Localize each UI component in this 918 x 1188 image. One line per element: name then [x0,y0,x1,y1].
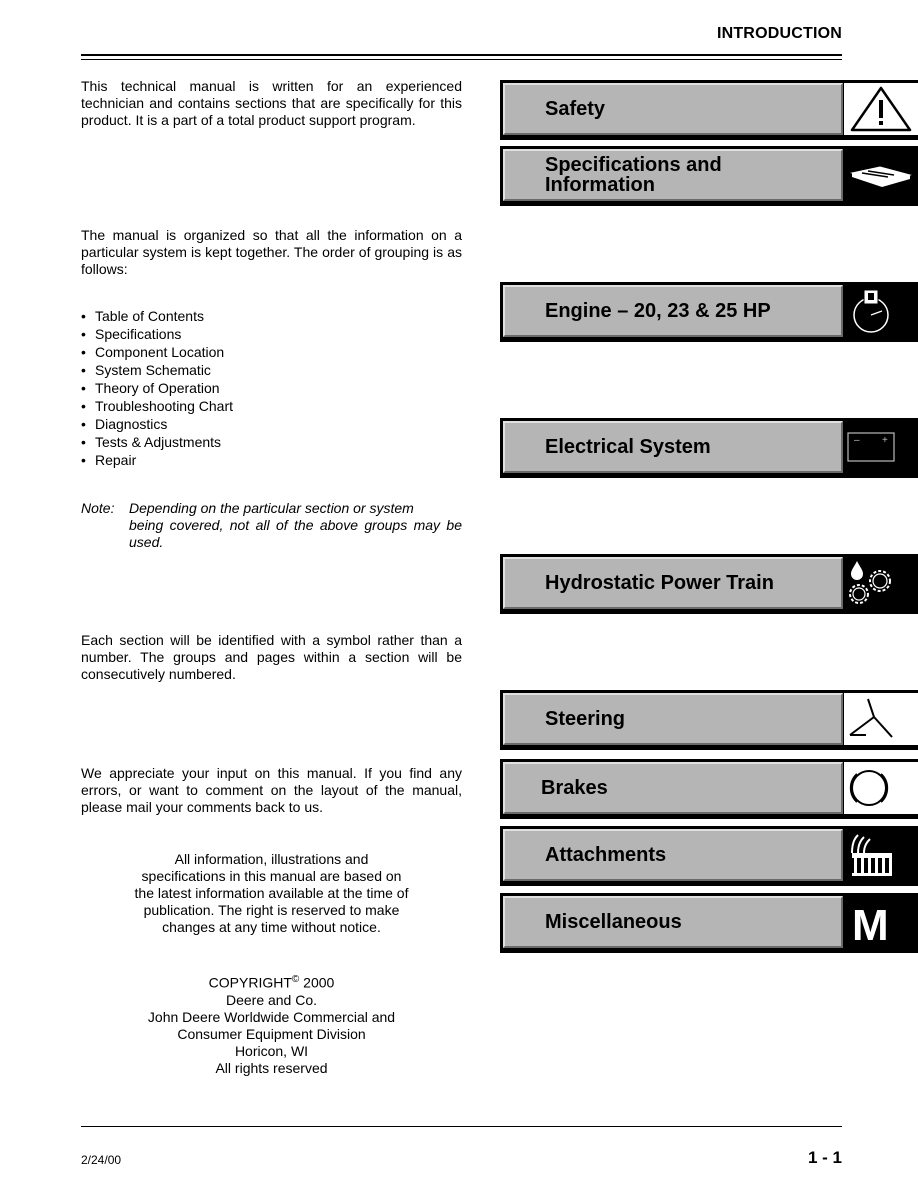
copyright-line: Consumer Equipment Division [177,1025,366,1042]
disclaimer-line: All information, illustrations and [174,851,369,867]
tab-plate [503,421,843,473]
copyright-word: COPYRIGHT [208,974,292,991]
section-tab-brakes[interactable] [500,759,918,819]
steering-linkage-icon [844,693,918,745]
tab-plate [503,285,843,337]
list-item: • Tests & Adjustments [81,433,462,451]
page-number: 1 - 1 [807,1148,842,1167]
disclaimer-line: changes at any time without notice. [162,919,381,935]
disclaimer-line: publication. The right is reserved to make [143,902,400,918]
list-item: • System Schematic [81,361,462,379]
intro-paragraph-3: Each section will be identified with a symbol rather than a number. The groups and pages within a section will be consecutively numbered. [81,632,462,682]
section-label: Engine – 20, 23 & 25 HP [545,300,771,322]
list-item: • Specifications [81,325,462,343]
copyright-block [81,971,462,1077]
brake-drum-icon [844,762,918,814]
note-text-line1: Depending on the particular section or system [129,500,414,516]
section-tab-electrical[interactable] [500,418,918,478]
disclaimer-line: the latest information available at the time of [134,885,409,901]
header-rule-thin [81,59,842,60]
section-tab-steering[interactable] [500,690,918,750]
note-label: Note: [81,500,115,516]
list-item: • Component Location [81,343,462,361]
section-label: Brakes [541,777,608,799]
tab-plate [503,693,843,745]
section-label: Safety [545,98,606,120]
tab-plate [503,83,843,135]
section-tab-attachments[interactable] [500,826,918,886]
group-list [81,307,462,469]
section-label: Specifications and Information [545,154,722,196]
section-label: Steering [545,708,626,730]
tab-plate [503,557,843,609]
tab-plate [503,149,843,201]
battery-plus-sign: + [882,435,888,446]
attachment-rake-icon [844,829,918,881]
section-tab-miscellaneous[interactable] [500,893,918,953]
copyright-year: 2000 [303,974,335,991]
section-tab-safety[interactable] [500,80,918,140]
section-label: Miscellaneous [545,911,682,933]
copyright-symbol: © [291,974,300,985]
disclaimer-line: specifications in this manual are based on [141,868,402,884]
warning-triangle-icon [844,83,918,135]
battery-minus-sign: – [854,435,860,446]
open-book-icon [844,149,918,201]
tab-plate [503,896,843,948]
oil-drop-gears-icon [844,557,918,609]
misc-icon-letter: M [852,901,889,948]
page-header-title: INTRODUCTION [716,25,842,42]
footer-date: 2/24/00 [81,1153,122,1167]
copyright-line: Horicon, WI [234,1042,309,1059]
tab-plate [503,762,843,814]
section-label: Electrical System [545,436,711,458]
copyright-line: John Deere Worldwide Commercial and [147,1008,396,1025]
section-tab-hydrostatic[interactable] [500,554,918,614]
note [81,500,462,551]
list-item: • Diagnostics [81,415,462,433]
section-label: Hydrostatic Power Train [545,572,774,594]
list-item: • Theory of Operation [81,379,462,397]
footer-rule [81,1126,842,1127]
tab-plate [503,829,843,881]
note-text-rest: being covered, not all of the above groups may be used. [129,517,462,550]
section-tab-engine[interactable] [500,282,918,342]
letter-m-icon [844,896,918,948]
engine-clock-icon [844,285,918,337]
battery-icon [844,421,918,473]
list-item: • Repair [81,451,462,469]
copyright-line: Deere and Co. [225,991,318,1008]
intro-paragraph-1: This technical manual is written for an experienced technician and contains sections that are specifically for this product. It is a part of a total product support program. [81,78,462,128]
list-item: • Troubleshooting Chart [81,397,462,415]
section-tab-specifications[interactable] [500,146,918,206]
section-label: Attachments [545,844,667,866]
disclaimer [81,851,462,936]
copyright-line: All rights reserved [215,1059,328,1076]
intro-paragraph-4: We appreciate your input on this manual. If you find any errors, or want to comment on the layout of the manual, please mail your comments back to us. [81,765,462,815]
intro-paragraph-2: The manual is organized so that all the information on a particular system is kept together. The order of grouping is as follows: [81,227,462,277]
header-rule-thick [81,54,842,56]
list-item: • Table of Contents [81,307,462,325]
